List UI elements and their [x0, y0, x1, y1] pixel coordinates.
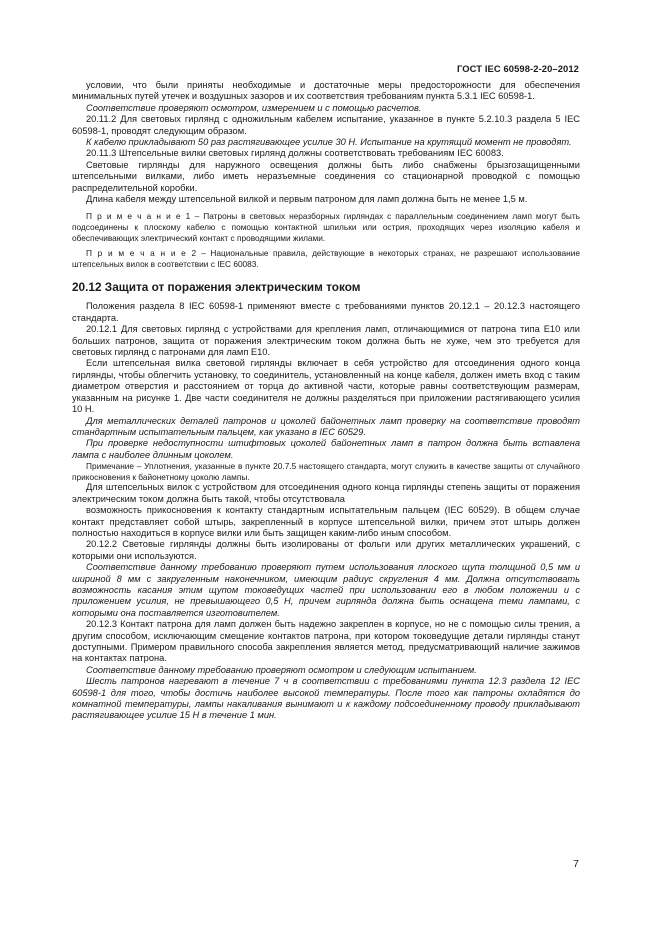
paragraph: возможность прикосновения к контакту стандартным испытательным пальцем (IEC 60529). В общем случае контакт представляет собой штырь, закрепленный в корпусе штепсельной вилки, причем этот штырь должен полностью находиться в корпусе вилки или быть защищен каким-либо иным способом.: [72, 505, 580, 538]
note-1-label: П р и м е ч а н и е 1: [86, 211, 191, 222]
document-header: ГОСТ IEC 60598-2-20–2012: [456, 63, 579, 74]
paragraph: условии, что были приняты необходимые и достаточные меры предосторожности для обеспечения минимальных путей утечек и воздушных зазоров и их соответствия требованиям пункта 5.3.1 IEC 60598-1.: [72, 80, 580, 102]
clause-20-12-3: 20.12.3 Контакт патрона для ламп должен быть надежно закреплен в корпусе, но не с помощью силы трения, а другим способом, исключающим смещение контактов патрона, при котором токоведущие детали гирлянды станут доступными. Примером правильного способа закрепления является метод, предусматривающий наличие зажимов на контактах патрона.: [72, 619, 580, 664]
paragraph: Для штепсельных вилок с устройством для отсоединения одного конца гирлянды степень защиты от поражения электрическим током должна быть такой, чтобы отсутствовала: [72, 482, 580, 504]
body-text: [72, 80, 580, 722]
note-2-text: – Национальные правила, действующие в некоторых странах, не разрешают использование штепсельных вилок в соответствии с IEC 60083.: [72, 248, 580, 269]
paragraph: Световые гирлянды для наружного освещения должны быть либо снабжены брызгозащищенными штепсельными вилками, либо иметь неразъемные соединения со стационарной проводкой с помощью распределительной коробки.: [72, 159, 580, 193]
note-1: [72, 211, 580, 243]
note-3-text: – Уплотнения, указанные в пункте 20.7.5 настоящего стандарта, могут служить в качестве защиты от случайного прикосновения к байонетному цоколю лампы.: [72, 461, 580, 482]
test-paragraph: К кабелю прикладывают 50 раз растягивающее усилие 30 Н. Испытание на крутящий момент не проводят.: [86, 137, 572, 148]
note-3: [72, 461, 580, 482]
compliance-paragraph: Соответствие проверяют осмотром, измерением и с помощью расчетов.: [86, 102, 422, 113]
clause-20-11-2: 20.11.2 Для световых гирлянд с одножильным кабелем испытание, указанное в пункте 5.2.10.3 раздела 5 IEC 60598-1, проводят следующим образом.: [72, 114, 580, 136]
paragraph: Если штепсельная вилка световой гирлянды включает в себя устройство для отсоединения одного конца гирлянды, чтобы облегчить установку, то соединитель, установленный на конце кабеля, должен иметь вход с таким диаметром отверстия и расстоянием от торца до активной части, которые равны соответствующим размерам, указанным на рисунке 1. Две части соединителя не должны разделяться при приложении растягивающего усилия 10 Н.: [72, 358, 580, 415]
clause-20-11-3: 20.11.3 Штепсельные вилки световых гирлянд должны соответствовать требованиям IEC 60083.: [86, 148, 504, 159]
note-2: [72, 248, 580, 269]
page-number: 7: [573, 858, 579, 870]
compliance-paragraph: Соответствие данному требованию проверяют осмотром и следующим испытанием.: [86, 664, 477, 675]
test-paragraph: При проверке недоступности штифтовых цоколей байонетных ламп в патрон должна быть вставлена лампа с наиболее длинным цоколем.: [72, 438, 580, 460]
test-paragraph: Шесть патронов нагревают в течение 7 ч в соответствии с требованиями пункта 12.3 раздела 12 IEC 60598-1 для того, чтобы достичь наиболее высокой температуры. После того как патроны охладятся до комнатной температуры, лампы накаливания вынимают и к каждому подсоединенному проводу прикладывают растягивающее усилие 15 Н в течение 1 мин.: [72, 676, 580, 721]
note-1-text: – Патроны в световых неразборных гирляндах с параллельным соединением ламп могут быть подсоединены к плоскому кабелю с помощью контактной шпильки или острия, проходящих через изоляцию кабеля и обеспечивающих электрический контакт с проводящими жилами.: [72, 211, 580, 243]
section-heading: 20.12 Защита от поражения электрическим током: [72, 280, 361, 295]
paragraph: Положения раздела 8 IEC 60598-1 применяют вместе с требованиями пунктов 20.12.1 – 20.12.3 настоящего стандарта.: [72, 301, 580, 323]
note-2-label: П р и м е ч а н и е 2: [86, 248, 197, 259]
clause-20-12-2: 20.12.2 Световые гирлянды должны быть изолированы от фольги или других металлических украшений, с которыми они используются.: [72, 539, 580, 561]
paragraph: Длина кабеля между штепсельной вилкой и первым патроном для ламп должна быть не менее 1,5 м.: [86, 194, 528, 205]
note-3-label: Примечание: [86, 461, 135, 472]
clause-20-12-1: 20.12.1 Для световых гирлянд с устройствами для крепления ламп, отличающимися от патрона типа E10 или больших патронов, защита от поражения электрическим током должна быть не хуже, чем это требуется для световых гирлянд с патронами для ламп E10.: [72, 324, 580, 358]
test-paragraph: Для металлических деталей патронов и цоколей байонетных ламп проверку на соответствие проводят стандартным испытательным пальцем, как указано в IEC 60529.: [72, 415, 580, 437]
test-paragraph: Соответствие данному требованию проверяют путем использования плоского щупа толщиной 0,5 мм и шириной 8 мм с закругленным наконечником, имеющим радиус скругления 4 мм. Должна отсутствовать возможность касания этим щупом токоведущих частей при использовании его в любом положении и с приложением усилия, не превышающего 0,5 Н, причем гирлянда должна быть оснащена теми лампами, с которыми она поставляется изготовителем.: [72, 562, 580, 618]
